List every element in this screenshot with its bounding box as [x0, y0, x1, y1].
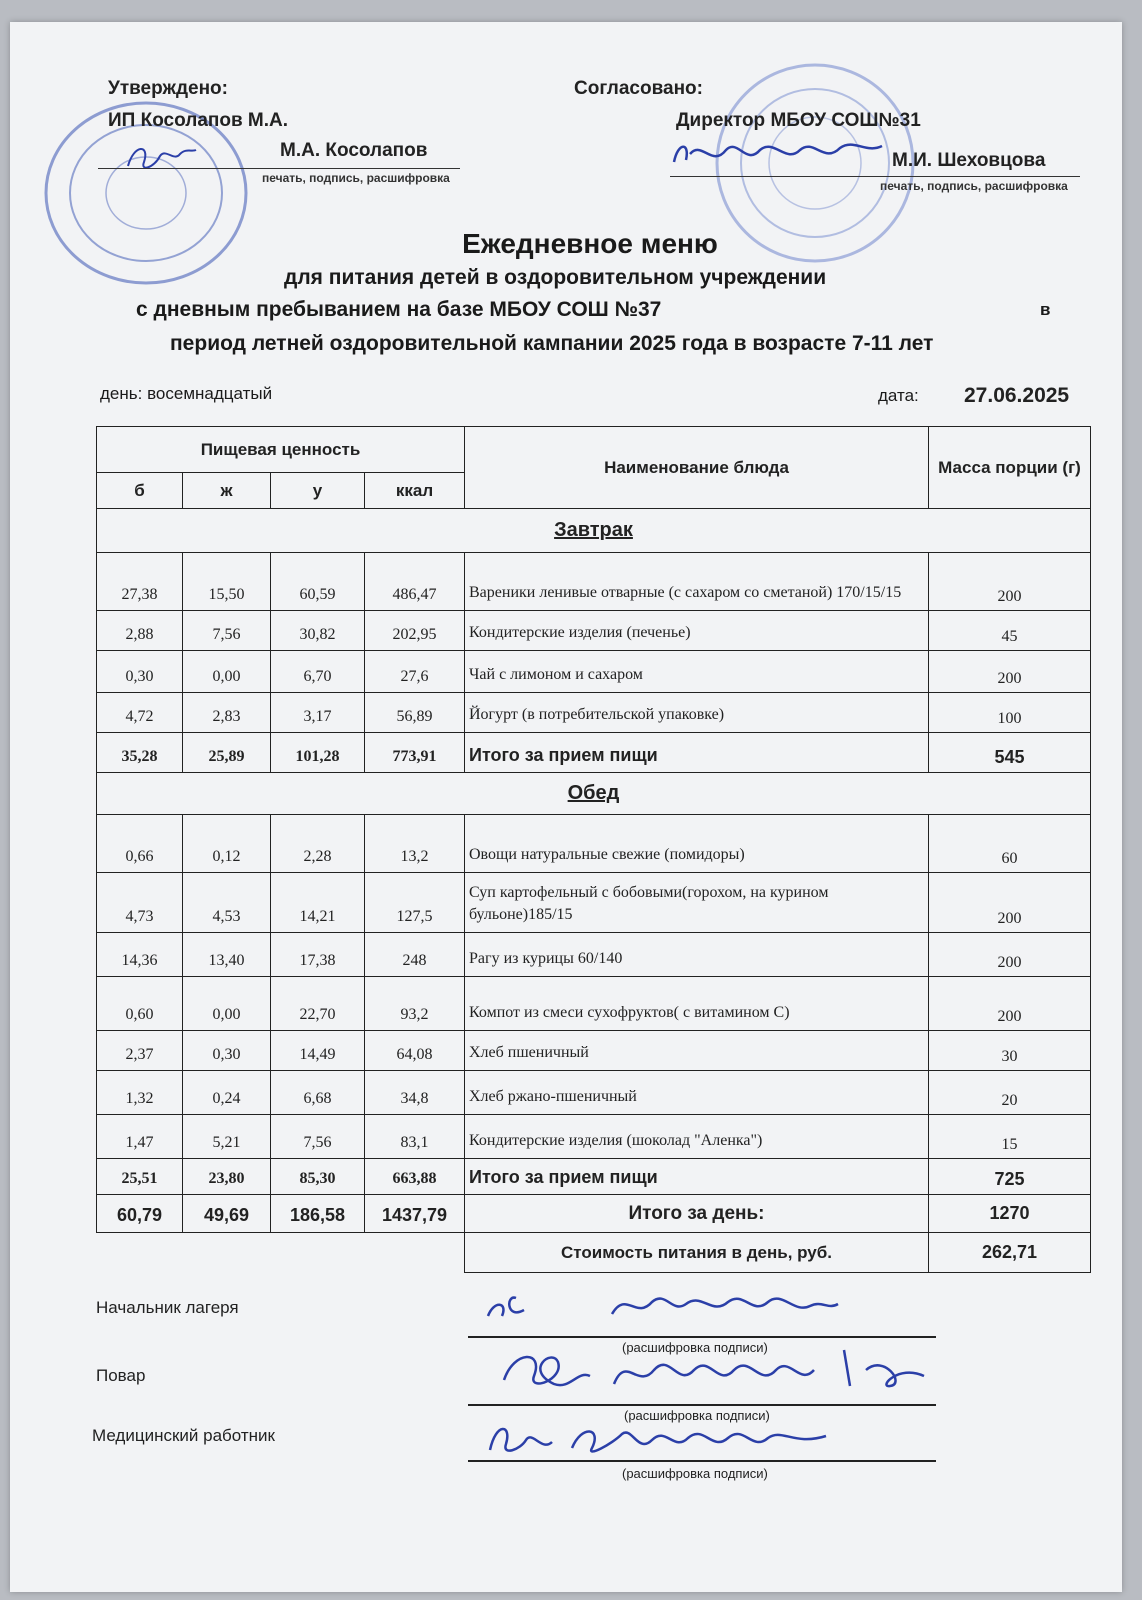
dish-name-cell: Чай с лимоном и сахаром: [465, 651, 929, 693]
agreed-org: Директор МБОУ СОШ№31: [676, 110, 921, 131]
protein-cell: 4,72: [97, 693, 183, 733]
kcal-cell: 64,08: [365, 1031, 465, 1071]
protein-total: 35,28: [97, 733, 183, 773]
carbs-day-total: 186,58: [271, 1195, 365, 1233]
cook-caption: (расшифровка подписи): [624, 1408, 770, 1423]
agreed-heading: Согласовано:: [574, 78, 703, 99]
dish-name-cell: Йогурт (в потребительской упаковке): [465, 693, 929, 733]
table-row: [97, 815, 1091, 873]
carbs-cell: 30,82: [271, 611, 365, 651]
day-label: день: восемнадцатый: [100, 384, 273, 403]
mass-cell: 15: [929, 1115, 1091, 1159]
title-line-1: для питания детей в оздоровительном учреждении: [284, 266, 827, 289]
fat-total: 25,89: [183, 733, 271, 773]
mass-cell: 200: [929, 873, 1091, 933]
left-approval-signature: [120, 138, 200, 178]
table-row: [97, 1031, 1091, 1071]
cost-row: [97, 1233, 1091, 1273]
kcal-header: ккал: [365, 473, 465, 509]
breakfast-total-row: [97, 733, 1091, 773]
protein-cell: 2,88: [97, 611, 183, 651]
fat-header: ж: [183, 473, 271, 509]
day-total-row: [97, 1195, 1091, 1233]
approved-caption: печать, подпись, расшифровка: [262, 171, 450, 185]
protein-cell: 1,32: [97, 1071, 183, 1115]
title-line-2: с дневным пребыванием на базе МБОУ СОШ №37: [136, 298, 662, 321]
kcal-cell: 13,2: [365, 815, 465, 873]
dish-name-cell: Компот из смеси сухофруктов( с витамином С): [465, 977, 929, 1031]
medical-signature: [482, 1414, 842, 1462]
camp-head-signature-line: [468, 1336, 936, 1338]
table-row: [97, 553, 1091, 611]
mass-cell: 60: [929, 815, 1091, 873]
fat-cell: 0,24: [183, 1071, 271, 1115]
signature-role-camp-head: Начальник лагеря: [96, 1298, 239, 1317]
medical-signature-line: [468, 1460, 936, 1462]
mass-cell: 200: [929, 651, 1091, 693]
carbs-cell: 7,56: [271, 1115, 365, 1159]
carbs-total: 85,30: [271, 1159, 365, 1195]
mass-total: 725: [929, 1159, 1091, 1195]
mass-cell: 200: [929, 977, 1091, 1031]
dish-name-cell: Рагу из курицы 60/140: [465, 933, 929, 977]
fat-cell: 13,40: [183, 933, 271, 977]
table-row: [97, 1115, 1091, 1159]
agreed-name: М.И. Шеховцова: [892, 150, 1046, 171]
kcal-total: 663,88: [365, 1159, 465, 1195]
carbs-header: у: [271, 473, 365, 509]
table-row: [97, 933, 1091, 977]
agreed-caption: печать, подпись, расшифровка: [880, 179, 1068, 193]
dish-name-cell: Хлеб пшеничный: [465, 1031, 929, 1071]
carbs-cell: 6,70: [271, 651, 365, 693]
document-title: Ежедневное меню: [462, 228, 718, 259]
approved-name: М.А. Косолапов: [280, 140, 428, 161]
cost-value: 262,71: [929, 1233, 1091, 1273]
camp-head-signature: [476, 1280, 846, 1330]
kcal-cell: 248: [365, 933, 465, 977]
carbs-cell: 3,17: [271, 693, 365, 733]
protein-cell: 27,38: [97, 553, 183, 611]
mass-cell: 20: [929, 1071, 1091, 1115]
dish-name-cell: Хлеб ржано-пшеничный: [465, 1071, 929, 1115]
table-row: [97, 611, 1091, 651]
cook-signature: [494, 1340, 944, 1410]
approved-line: [98, 168, 460, 169]
nutrition-header: Пищевая ценность: [97, 427, 465, 473]
lunch-total-row: [97, 1159, 1091, 1195]
title-line-2-suffix: в: [1040, 300, 1051, 319]
mass-cell: 45: [929, 611, 1091, 651]
menu-table: [96, 426, 1091, 1273]
kcal-cell: 83,1: [365, 1115, 465, 1159]
day-total-mass: 1270: [929, 1195, 1091, 1233]
kcal-day-total: 1437,79: [365, 1195, 465, 1233]
kcal-cell: 93,2: [365, 977, 465, 1031]
meal-total-label: Итого за прием пищи: [465, 1159, 929, 1195]
kcal-cell: 34,8: [365, 1071, 465, 1115]
approved-heading: Утверждено:: [108, 78, 228, 99]
fat-day-total: 49,69: [183, 1195, 271, 1233]
dish-name-cell: Овощи натуральные свежие (помидоры): [465, 815, 929, 873]
agreed-line: [670, 176, 1080, 177]
dish-name-header: Наименование блюда: [465, 427, 929, 509]
mass-total: 545: [929, 733, 1091, 773]
fat-cell: 7,56: [183, 611, 271, 651]
carbs-cell: 14,49: [271, 1031, 365, 1071]
mass-cell: 200: [929, 553, 1091, 611]
right-approval-signature: [668, 132, 888, 180]
camp-head-caption: (расшифровка подписи): [622, 1340, 768, 1355]
carbs-cell: 6,68: [271, 1071, 365, 1115]
approved-org: ИП Косолапов М.А.: [108, 110, 289, 131]
fat-cell: 0,12: [183, 815, 271, 873]
portion-mass-header: Масса порции (г): [929, 427, 1091, 509]
day-total-label: Итого за день:: [465, 1195, 929, 1233]
protein-day-total: 60,79: [97, 1195, 183, 1233]
carbs-cell: 17,38: [271, 933, 365, 977]
dish-name-cell: Вареники ленивые отварные (с сахаром со сметаной) 170/15/15: [465, 553, 929, 611]
medical-caption: (расшифровка подписи): [622, 1466, 768, 1481]
protein-cell: 1,47: [97, 1115, 183, 1159]
breakfast-section-title: Завтрак: [97, 509, 1091, 553]
kcal-cell: 486,47: [365, 553, 465, 611]
carbs-cell: 60,59: [271, 553, 365, 611]
kcal-total: 773,91: [365, 733, 465, 773]
protein-cell: 14,36: [97, 933, 183, 977]
protein-total: 25,51: [97, 1159, 183, 1195]
table-row: [97, 873, 1091, 933]
title-line-3: период летней оздоровительной кампании 2025 года в возрасте 7-11 лет: [170, 332, 934, 355]
protein-cell: 4,73: [97, 873, 183, 933]
protein-header: б: [97, 473, 183, 509]
protein-cell: 2,37: [97, 1031, 183, 1071]
signature-role-medical: Медицинский работник: [92, 1426, 275, 1445]
cost-label: Стоимость питания в день, руб.: [465, 1233, 929, 1273]
lunch-section-title: Обед: [97, 773, 1091, 815]
table-row: [97, 651, 1091, 693]
fat-cell: 0,00: [183, 977, 271, 1031]
table-row: [97, 977, 1091, 1031]
kcal-cell: 127,5: [365, 873, 465, 933]
mass-cell: 200: [929, 933, 1091, 977]
meal-total-label: Итого за прием пищи: [465, 733, 929, 773]
carbs-cell: 22,70: [271, 977, 365, 1031]
carbs-cell: 14,21: [271, 873, 365, 933]
dish-name-cell: Кондитерские изделия (шоколад "Аленка"): [465, 1115, 929, 1159]
cook-signature-line: [468, 1404, 936, 1406]
kcal-cell: 56,89: [365, 693, 465, 733]
fat-cell: 5,21: [183, 1115, 271, 1159]
kcal-cell: 27,6: [365, 651, 465, 693]
table-row: [97, 693, 1091, 733]
carbs-cell: 2,28: [271, 815, 365, 873]
protein-cell: 0,30: [97, 651, 183, 693]
date-value: 27.06.2025: [964, 384, 1070, 407]
date-label: дата:: [878, 386, 919, 405]
fat-total: 23,80: [183, 1159, 271, 1195]
carbs-total: 101,28: [271, 733, 365, 773]
mass-cell: 100: [929, 693, 1091, 733]
mass-cell: 30: [929, 1031, 1091, 1071]
fat-cell: 0,30: [183, 1031, 271, 1071]
fat-cell: 15,50: [183, 553, 271, 611]
table-row: [97, 1071, 1091, 1115]
dish-name-cell: Кондитерские изделия (печенье): [465, 611, 929, 651]
fat-cell: 2,83: [183, 693, 271, 733]
fat-cell: 0,00: [183, 651, 271, 693]
fat-cell: 4,53: [183, 873, 271, 933]
protein-cell: 0,60: [97, 977, 183, 1031]
signature-role-cook: Повар: [96, 1366, 146, 1385]
kcal-cell: 202,95: [365, 611, 465, 651]
protein-cell: 0,66: [97, 815, 183, 873]
dish-name-cell: Суп картофельный с бобовыми(горохом, на курином бульоне)185/15: [465, 873, 929, 933]
